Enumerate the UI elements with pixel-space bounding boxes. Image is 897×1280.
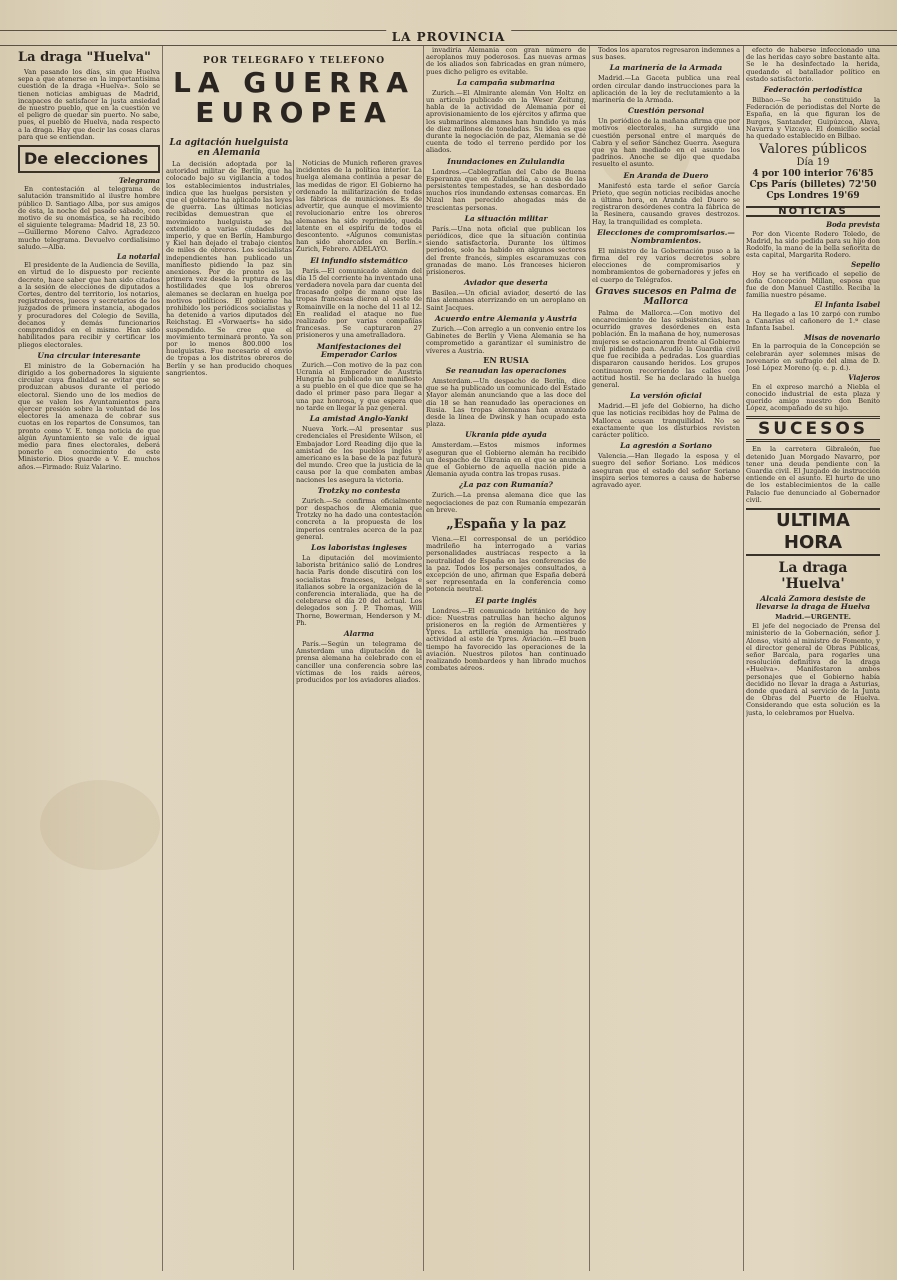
- subhead-telegrama: Telegrama: [118, 176, 160, 186]
- valores-label: Cps París (billetes): [749, 180, 846, 191]
- subhead-viajeros: Viajeros: [848, 373, 880, 383]
- article-version-oficial: Madrid.—El jefe del Gobierno, ha dicho que las noticias recibidas hoy de Palma de Mallorca acusan tranquilidad. No se exactamente que los disturbios revisten carácter político.: [592, 402, 740, 439]
- article-militar: París.—Una nota oficial que publican los periódicos, dice que la situación continúa siendo satisfactoria. Durante los últimos periodos, solo ha habido en algunos sectores del frente francés, simples escaramuzas con granadas de mano. Los franceses hicieron prisioneros.: [426, 224, 586, 277]
- column-3: [296, 160, 422, 1272]
- article-elecciones-compromisarios: El ministro de la Gobernación puso a la firma del rey varios decretos sobre elecciones de compromisarios y nombramientos de gobernadores y jefes en el cuerpo de Telégrafos.: [592, 246, 740, 284]
- article-aeroplanos: invadiría Alemania con gran número de aeroplanos muy poderosos. Las nuevas armas de los aliados son fabricadas en gran número, pues dicho peligro es evitable.: [426, 47, 586, 76]
- headline-ingles: El parte inglés: [475, 595, 537, 605]
- article-agitacion: La decisión adoptada por la autoridad militar de Berlín, que ha colocado bajo su vigilancia a todos los establecimientos industriales, indica que las huelgas persisten y que el gobierno ha aplicado las leyes de guerra. Las últimas noticias recibidas demuestran que el movimiento huelguista se ha extendido a varias ciudades del imperio, y que en Berlín, Hamburgo y Kiel han dejado el trabajo cientos de miles de obreros. Los socialistas independientes han publicado un manifiesto pidiendo la paz sin anexiones. Por de pronto es la primera vez desde la ruptura de las hostilidades que los obreros alemanes se declaran en huelga por motivos políticos. El gobierno ha prohibido los periódicos socialistas y ha detenido a varios diputados del Reichstag. El «Vorwaerts» ha sido suspendido. Se cree que el movimiento terminará pronto. Ya son por lo menos 800.000 los huelguistas. Fue necesario el envío de tropas a los distritos obreros de Berlín y se han producido choques sangrientos.: [166, 160, 292, 377]
- article-campana: Zurich.—El Almirante alemán Von Holtz en un artículo publicado en la Weser Zeitung, habla de la actividad de Alemania por el aprovisionamiento de los ejércitos y afirma que los submarinos alemanes han hundido ya más de diez millones de toneladas. Su idea es que durante la negociación de paz, Alemania se dé cuenta de todo el terreno perdido por los aliados.: [426, 88, 586, 155]
- article-aviador: Basilea.—Un oficial aviador, desertó de las filas alemanas aterrizando en un aeroplano en Saint Jacques.: [426, 289, 586, 312]
- article-sepelio: Hoy se ha verificado el sepelio de doña Concepción Millan, esposa que fue de don Manuel Castillo. Reciba la familia nuestro pésame.: [746, 269, 880, 300]
- headline-alarma: Alarma: [343, 628, 375, 638]
- article-amistad: Nueva York.—Al presentar sus credenciales el Presidente Wilson, el Embajador Lord Reading dijo que la amistad de los pueblos inglés y americano es la base de la paz futura del mundo. Creo que la justicia de la causa por la que combaten ambas naciones les asegura la victoria.: [296, 425, 422, 484]
- headline-trotzky: Trotzky no contesta: [317, 485, 401, 495]
- headline-graves-sucesos: Graves sucesos en Palma de Mallorca: [595, 286, 737, 307]
- dateline-urgente: Madrid.—URGENTE.: [775, 612, 851, 621]
- article-aparatos: Todos los aparatos regresaron indemnes a sus bases.: [592, 47, 740, 62]
- column-rule: [162, 46, 163, 1271]
- subhead-misas: Misas de novenario: [804, 333, 880, 343]
- valores-row: [746, 180, 880, 191]
- headline-soriano: La agresión a Soriano: [620, 441, 712, 451]
- article-ingles: Londres.—El comunicado británico de hoy dice: Nuestras patrullas han hecho algunos prisioneros en la región de Armentières y Ypres. La artillería enemiga ha mostrado actividad al este de Ypres. Aviación.—El buen tiempo ha favorecido las operaciones de la aviación. Nuestros pilotos han continuado realizando bombardeos y han librado muchos combates aéreos.: [426, 606, 586, 673]
- article-espana: Viena.—El corresponsal de un periódico madrileño ha interrogado a varias personalidades austríacas respecto a la neutralidad de España en las conferencias de la paz. Todos los personajes consultados, a excepción de uno, afirman que España deberá ser representada en la conferencia como potencia neutral.: [426, 534, 586, 594]
- valores-value: 76'85: [845, 169, 874, 180]
- headline-version-oficial: La versión oficial: [630, 391, 702, 401]
- valores-label: 4 por 100 interior: [752, 169, 843, 180]
- article-federacion: Bilbao.—Se ha constituido la Federación de periodistas del Norte de España, en la que figuran los de Burgos, Santander, Guipúzcoa, Alava, Navarra y Vizcaya. El domicilio social ha quedado establecido en Bilbao.: [746, 96, 880, 141]
- subhead-notarial: La notarial: [117, 252, 160, 262]
- article-alarma: París.—Según un telegrama de Amsterdam una diputación de la prensa alemana ha celebrado con el canciller una conferencia sobre las víctimas de los raids aéreos, producidos por los aviadores aliados.: [296, 639, 422, 684]
- headline-federacion: Federación periodística: [763, 85, 863, 95]
- headline-agitacion: La agitación huelguista en Alemania: [169, 138, 289, 158]
- headline-espana: „España y la paz: [446, 516, 566, 532]
- headline-noticias: NOTICIAS: [746, 206, 880, 217]
- article-marineria: Madrid.—La Gaceta publica una real orden circular dando instrucciones para la aplicación de la ley de reclutamiento a la marinería de la Armada.: [592, 74, 740, 105]
- banner-title-line1: LA GUERRA: [173, 66, 415, 99]
- article-boda: Por don Vicente Rodero Toledo, de Madrid, ha sido pedida para su hijo don Rodolfo, la mano de la bella señorita de esta capital, Margarita Rodero.: [746, 229, 880, 260]
- article-isabel: Ha llegado a las 10 zarpó con rumbo a Canarias el cañonero de 1.ª clase Infanta Isabel.: [746, 309, 880, 333]
- headline-sucesos: SUCESOS: [746, 416, 880, 442]
- headline-manifestaciones: Manifestaciones del Emperador Carlos: [316, 341, 402, 359]
- article-laboristas: La diputación del movimiento laborista británico salió de Londres hacia París donde discutirá con los socialistas franceses, belgas e italianos sobre la organización de la conferencia interaliada, que ha de celebrarse el día 20 del actual. Los delegados son J. P. Thomas, Will Thorne, Bowerman, Henderson y M. Ph.: [296, 553, 422, 627]
- column-rule: [423, 46, 424, 1271]
- article-misas: En la parroquia de la Concepción se celebrarán ayer solemnes misas de novenario en sufragio del alma de D. José López Moreno (q. e. p. d.).: [746, 342, 880, 373]
- column-rule: [589, 46, 590, 1271]
- article-trotzky: Zurich.—Se confirma oficialmente por despachos de Alemania que Trotzky no ha dado una contestación concreta a la propuesta de los imperios centrales acerca de la paz general.: [296, 496, 422, 541]
- headline-personal: Cuestión personal: [627, 106, 705, 116]
- subhead-rusia: Se reanudan las operaciones: [445, 365, 567, 375]
- article-telegrama: En contestación al telegrama de salutación transmitido al ilustre hombre público D. Santiago Alba, por sus amigos de ésta, la noche del pasado sábado, con motivo de su onomástica, se ha recibido el siguiente telegrama: Madrid 18, 23 50.—Guillermo Moreno Calvo. Agradezco mucho telegrama. Devuelvo cordialísimo saludo.—Alba.: [18, 185, 160, 251]
- article-zululandia: Londres.—Cablegrafían del Cabo de Buena Esperanza que en Zululandia, a causa de las persistentes tempestades, se han desbordado muchos ríos inundando extensas comarcas. En Nizal han perecido ahogadas más de trescientas personas.: [426, 167, 586, 212]
- subhead-sepelio: Sepelio: [851, 260, 880, 270]
- column-rule: [743, 46, 744, 1271]
- valores-day: Día 19: [796, 157, 830, 169]
- article-sucesos: En la carretera Gibraleón, fue detenido Juan Morgado Navarro, por tener una deuda pendiente con la Guardia civil. El Juzgado de instrucción entiende en el asunto. El hurto de uno de los establecimientos de la calle Palacio fue denunciado al Gobernador civil.: [746, 445, 880, 504]
- banner-title-line2: EUROPEA: [195, 96, 393, 129]
- column-5: [592, 47, 740, 1272]
- subhead-alcala-zamora: Alcalá Zamora desiste de llevarse la draga de Huelva: [755, 593, 871, 611]
- headline-elecciones-compromisarios: Elecciones de compromisarios.—Nombramientos.: [597, 227, 735, 245]
- article-aranda: Manifestó esta tarde el señor García Prieto, que según noticias recibidas anoche a última hora, en Aranda del Duero se registraron desórdenes contra la fábrica de la Resinera, causando graves destrozos. Hay, la tranquilidad es completa.: [592, 181, 740, 226]
- headline-ultima-hora: ULTIMA HORA: [746, 508, 880, 556]
- column-2: [166, 135, 292, 1272]
- headline-rusia: EN RUSIA: [483, 354, 529, 365]
- headline-ucrania: Ukrania pide ayuda: [465, 430, 547, 440]
- article-infundio: París.—El comunicado alemán del día 15 del corriente ha inventado una verdadera novela para dar cuenta del fracasado golpe de mano que las tropas francesas dieron al oeste de Romainville en la noche del 11 al 12. En realidad el ataque no fue realizado por varias compañías francesas. Se capturaron 27 prisioneros y una ametralladora.: [296, 266, 422, 340]
- headline-circular: Una circular interesante: [37, 350, 141, 360]
- article-manifestaciones: Zurich.—Con motivo de la paz con Ucrania el Emperador de Austria Hungría ha publicado un manifiesto a su pueblo en el que dice que se ha dado el primer paso para llegar a una paz honrosa, y que espera que no tarde en llegar la paz general.: [296, 360, 422, 412]
- valores-row: [746, 169, 880, 180]
- article-munich: Noticias de Munich refieren graves incidentes de la política interior. La huelga alemana continúa a pesar de las medidas de rigor. El Gobierno ha ordenado la militarización de todas las fábricas de municiones. Es de advertir, que aunque el movimiento revolucionario entre los obreros alemanes ha sido reprimido, queda latente en el espíritu de todos el descontento. «Algunos comunistas han sido ahorcados en Berlín.» Zurich, Febrero. ADELAYO.: [296, 160, 422, 254]
- article-graves-sucesos: Palma de Mallorca.—Con motivo del encarecimiento de las subsistencias, han ocurrido graves desórdenes en esta población. En la mañana de hoy, numerosas mujeres se estacionaron frente al Gobierno civil pidiendo pan. Acudió la Guardia civil que fue recibida a pedradas. Los guardias dispararon causando heridos. Los grupos continuaron recorriendo las calles con actitud hostil. Se ha declarado la huelga general.: [592, 308, 740, 389]
- column-1: [18, 47, 160, 1272]
- headline-campana: La campaña submarina: [457, 77, 555, 87]
- article-rusia: Amsterdam.—Un despacho de Berlín, dice que se ha publicado un comunicado del Estado Mayor alemán anunciando que a las doce del día 18 se han reanudado las operaciones en Rusia. Las tropas alemanas han avanzado desde la línea de Dwinsk y han ocupado esta plaza.: [426, 376, 586, 429]
- column-4: [426, 47, 586, 1272]
- headline-militar: La situación militar: [464, 213, 548, 223]
- valores-row: [746, 191, 880, 202]
- headline-rumania: ¿La paz con Rumanía?: [459, 480, 553, 490]
- headline-laboristas: Los laboristas ingleses: [311, 542, 407, 552]
- article-circular: El ministro de la Gobernación ha dirigido a los gobernadores la siguiente circular cuya finalidad se evitar que se produzcan abusos durante el periodo electoral. Siendo uno de los medios de que se valen los Ayuntamientos para ejercer presión sobre la voluntad de los electores la amenaza de cobrar sus cuotas en los repartos de Consumos, tan pronto como V. E. tenga noticia de que algún Ayuntamiento se vale de igual medio para fines electorales, deberá ponerlo en conocimiento de este Ministerio. Dios guarde a V. E. muchos años.—Firmado: Ruiz Valarino.: [18, 361, 160, 471]
- article-personal: Un periódico de la mañana afirma que por motivos electorales, ha surgido una cuestión personal entre el marqués de Cabra y el señor Sánchez Guerra. Asegura que ya han mediado en el asunto los padrinos. Anoche se dijo que quedaba resuelto el asunto.: [592, 117, 740, 169]
- valores-value: 72'50: [848, 180, 877, 191]
- headline-acuerdo: Acuerdo entre Alemania y Austria: [434, 313, 578, 323]
- headline-amistad: La amistad Anglo-Yanki: [309, 414, 409, 424]
- masthead: [0, 30, 897, 46]
- valores-label: Cps Londres: [766, 191, 829, 202]
- article-viajeros: En el expreso marchó a Niebla el conocido industrial de esta plaza y querido amigo nuestro don Benito López, acompañado de su hijo.: [746, 382, 880, 413]
- headline-draga: La draga "Huelva": [18, 50, 151, 65]
- headline-aviador: Aviador que deserta: [464, 278, 548, 288]
- article-acuerdo: Zurich.—Con arreglo a un convenio entre los Gabinetes de Berlín y Viena Alemania se ha comprometido a garantizar el suministro de víveres a Austria.: [426, 324, 586, 355]
- article-draga-huelva: El jefe del negociado de Prensa del ministerio de la Gobernación, señor J. Alonso, visitó al ministro de Fomento, y el director general de Obras Públicas, señor Barcala, para rogarles una resolución definitiva de la draga «Huelva». Manifestaron ambos personajes que el Gobierno había decidido no llevar la draga a Asturias, donde quedará al servicio de la Junta de Obras del Puerto de Huelva. Considerando que esta solución es la justa, lo celebramos por Huelva.: [746, 622, 880, 717]
- subhead-isabel: El Infanta Isabel: [814, 300, 880, 310]
- subhead-boda: Boda prevista: [826, 220, 880, 230]
- column-6: [746, 47, 880, 1272]
- headline-infundio: El infundio sistemático: [310, 255, 408, 265]
- war-banner: [166, 56, 422, 128]
- valores-title: Valores públicos: [759, 142, 867, 158]
- headline-zululandia: Inundaciones en Zululandia: [447, 156, 565, 166]
- article-soriano: Valencia.—Han llegado la esposa y el suegro del señor Soriano. Los médicos aseguran que el estado del señor Soriano inspira serios temores a causa de haberse agravado ayer.: [592, 452, 740, 489]
- headline-aranda: En Aranda de Duero: [623, 170, 709, 180]
- article-herida: efecto de haberse infeccionado una de las heridas cayo sobre bastante alta. Se le ha desinfectado la herida, quedando el batallador político en estado satisfactorio.: [746, 47, 880, 83]
- headline-draga-huelva: La draga 'Huelva': [778, 559, 848, 592]
- masthead-title: LA PROVINCIA: [386, 30, 512, 44]
- column-rule: [293, 160, 294, 1270]
- valores-value: 19'69: [831, 191, 860, 202]
- article-rumania: Zurich.—La prensa alemana dice que las negociaciones de paz con Rumanía empezarán en breve.: [426, 491, 586, 514]
- headline-elecciones: De elecciones: [18, 145, 160, 173]
- banner-subtitle: POR TELEGRAFO Y TELEFONO: [202, 56, 386, 66]
- article-notarial: El presidente de la Audiencia de Sevilla, en virtud de lo dispuesto por reciente decreto, hace saber que han sido citados a la sesión de elecciones de diputados a Cortes, dentro del territorio, los notarios, registradores, jueces y secretarios de los juzgados de primera instancia, abogados y procuradores del Colegio de Sevilla, decanos y demás funcionarios comprendidos en el mismo. Han sido habilitados para recibir y certificar los pliegos electorales.: [18, 261, 160, 349]
- article-ucrania: Amsterdam.—Estos mismos informes aseguran que el Gobierno alemán ha recibido un despacho de Ukrania en el que se anuncia que el Gobierno de aquella nación pide a Alemania ayuda contra las tropas rusas.: [426, 441, 586, 479]
- article-draga: Van pasando los días, sin que Huelva sepa a que atenerse en la importantísima cuestión de la draga «Huelva». Solo se tienen noticias ambiguas de Madrid, incapaces de satisfacer la justa ansiedad de nuestro pueblo, que en la cuestión ve el peligro de quedar sin puerto. No sabe, pues, el pueblo de Huelva, nada respecto a la draga. Hay que decir las cosas claras para que se entiendan.: [18, 68, 160, 141]
- headline-marineria: La marinería de la Armada: [609, 63, 723, 73]
- valores-publicos: [746, 142, 880, 202]
